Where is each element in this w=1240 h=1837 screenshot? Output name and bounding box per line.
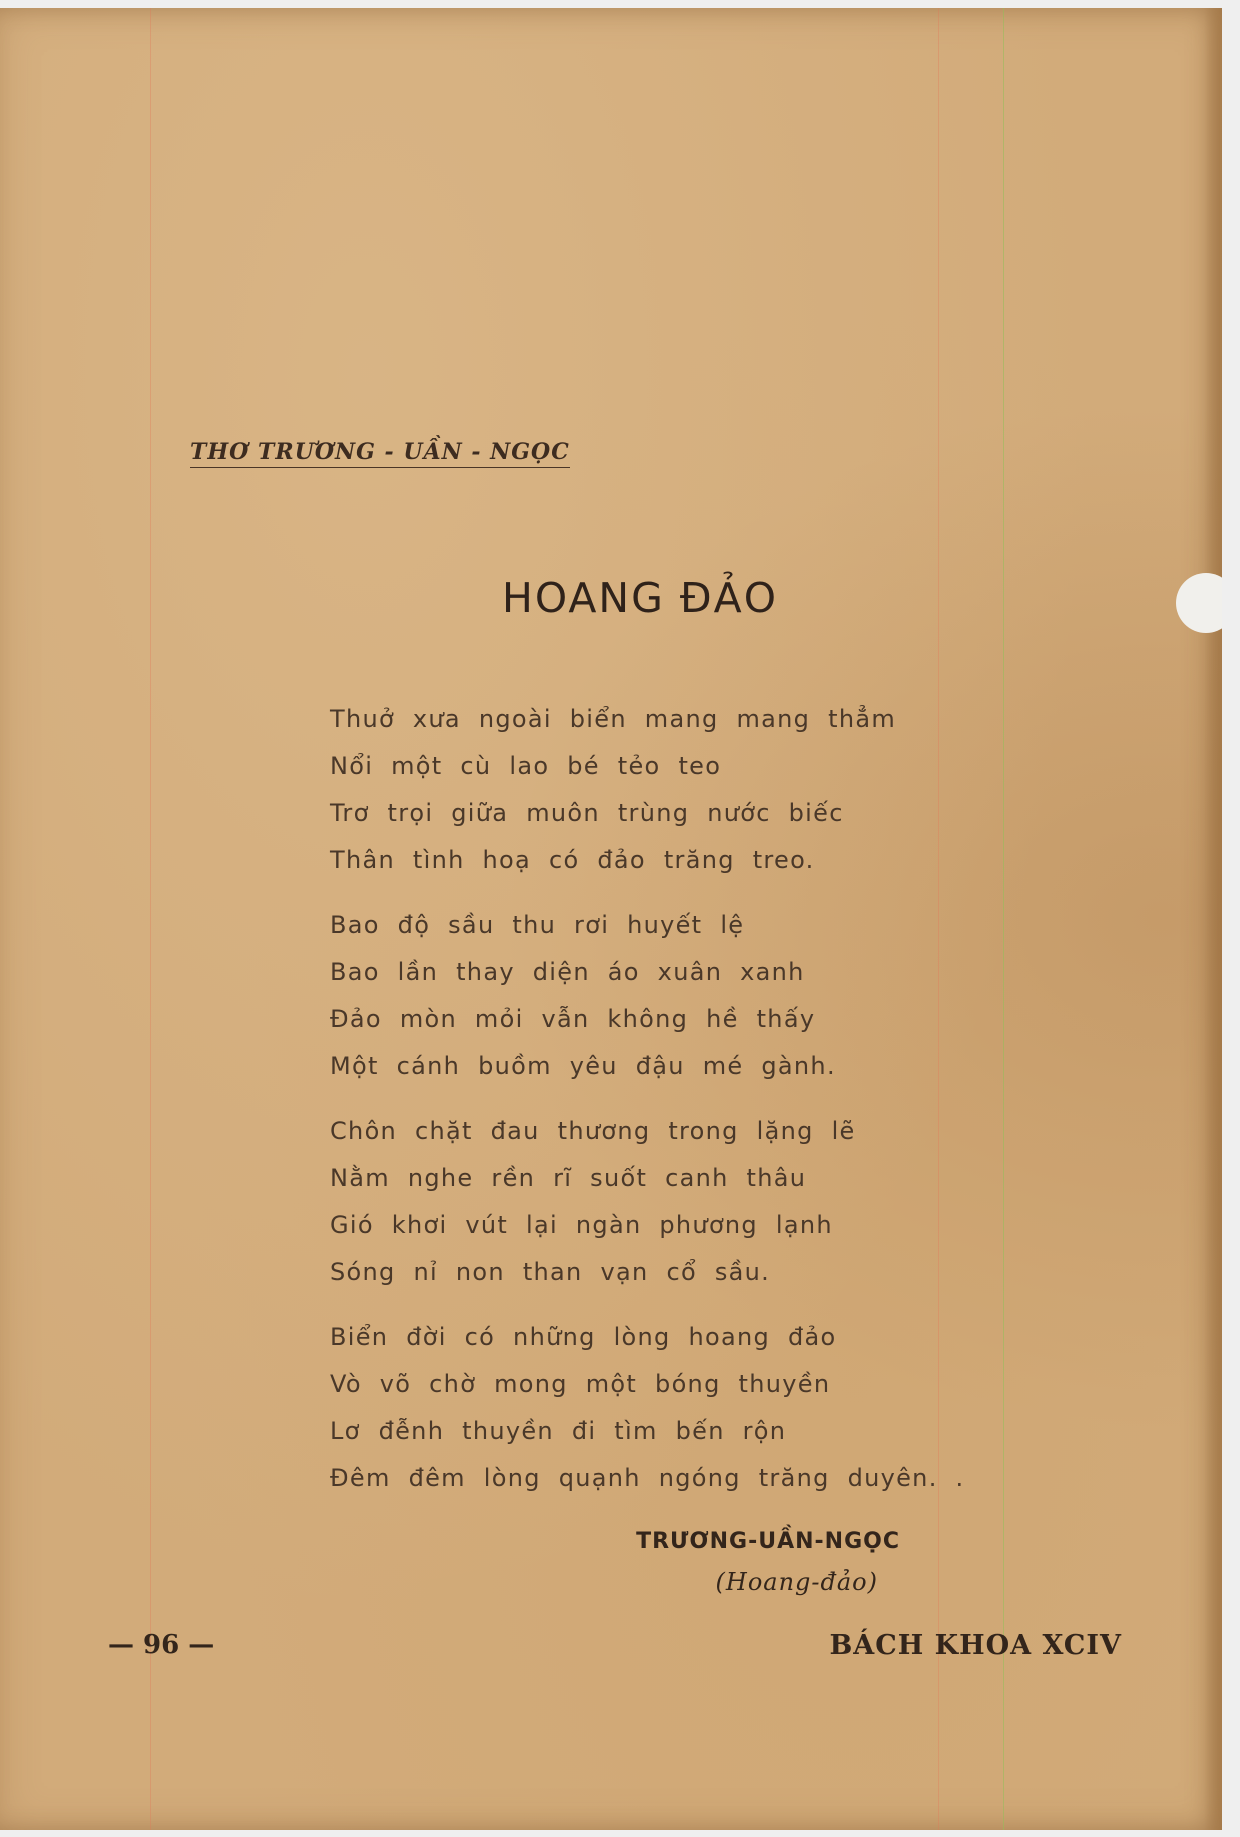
magazine-page: [0, 8, 1222, 1830]
section-header: THƠ TRƯƠNG - UẦN - NGỌC: [190, 439, 570, 468]
stanza-2: [330, 902, 950, 1090]
paper-tear: [1176, 573, 1222, 633]
margin-line-left: [150, 8, 151, 1830]
margin-line-right: [1003, 8, 1004, 1830]
poem-title: HOANG ĐẢO: [502, 574, 778, 622]
poem-line: Thuở xưa ngoài biển mang mang thẳm: [330, 705, 897, 733]
poem-line: Biển đời có những lòng hoang đảo: [330, 1323, 837, 1351]
author-signature: TRƯƠNG-UẦN-NGỌC: [636, 1529, 900, 1554]
poem-line: Thân tình hoạ có đảo trăng treo.: [330, 846, 815, 874]
author-pen-name: (Hoang-đảo): [715, 1568, 878, 1596]
page-number: — 96 —: [108, 1630, 215, 1660]
stanza-1: [330, 696, 950, 884]
poem-body: [330, 696, 965, 1520]
poem-line: Đêm đêm lòng quạnh ngóng trăng duyên. .: [330, 1464, 965, 1492]
poem-line: Nổi một cù lao bé tẻo teo: [330, 752, 722, 780]
stanza-4: [330, 1314, 965, 1502]
poem-line: Gió khơi vút lại ngàn phương lạnh: [330, 1211, 833, 1239]
publication-footer: BÁCH KHOA XCIV: [829, 1630, 1122, 1661]
stanza-3: [330, 1108, 950, 1296]
poem-line: Lơ đễnh thuyền đi tìm bến rộn: [330, 1417, 787, 1445]
poem-line: Vò võ chờ mong một bóng thuyền: [330, 1370, 831, 1398]
poem-line: Chôn chặt đau thương trong lặng lẽ: [330, 1117, 856, 1145]
poem-line: Bao độ sầu thu rơi huyết lệ: [330, 911, 745, 939]
poem-line: Nằm nghe rền rĩ suốt canh thâu: [330, 1164, 807, 1192]
poem-line: Trơ trọi giữa muôn trùng nước biếc: [330, 799, 844, 827]
poem-line: Sóng nỉ non than vạn cổ sầu.: [330, 1258, 771, 1286]
poem-line: Đảo mòn mỏi vẫn không hề thấy: [330, 1005, 816, 1033]
poem-line: Một cánh buồm yêu đậu mé gành.: [330, 1052, 836, 1080]
poem-line: Bao lần thay diện áo xuân xanh: [330, 958, 805, 986]
page-edge-shadow: [1204, 8, 1222, 1830]
